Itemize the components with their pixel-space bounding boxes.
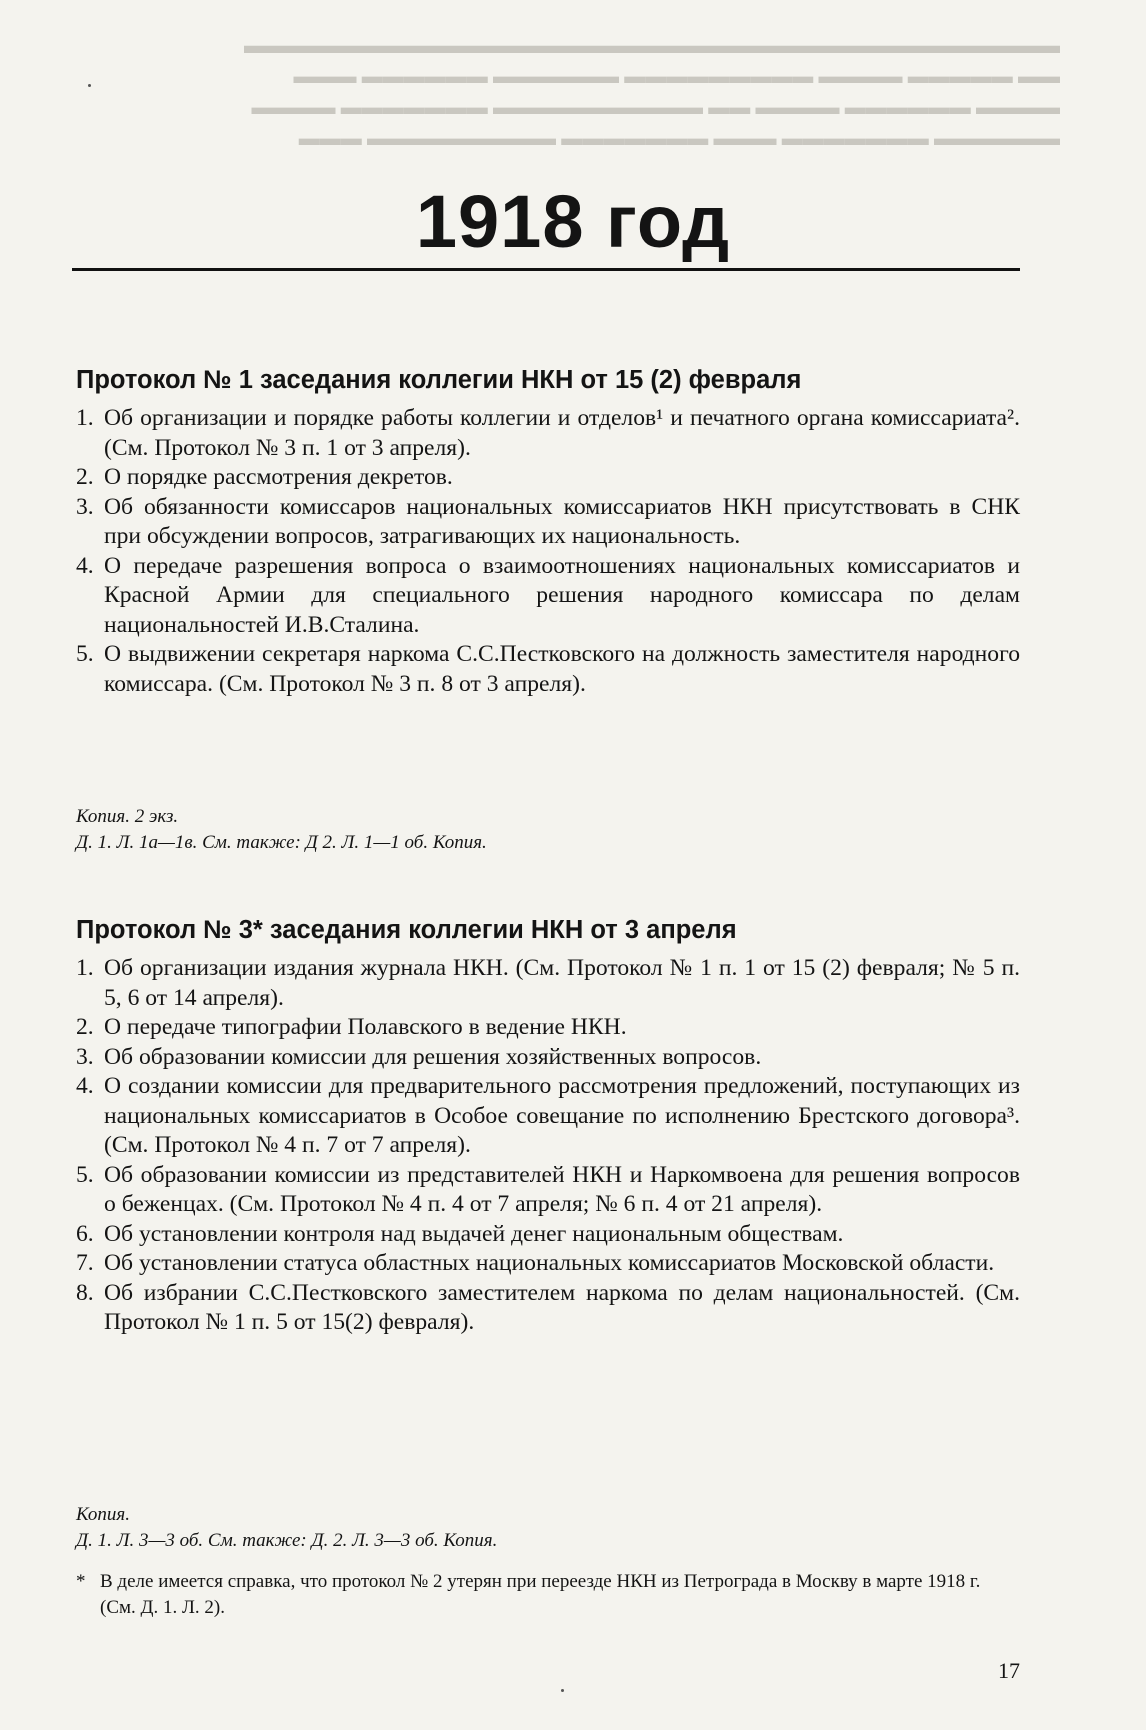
- protocol-1-archive-ref: Д. 1. Л. 1а—1в. См. также: Д 2. Л. 1—1 об. Копия.: [76, 832, 487, 853]
- protocol-3-agenda: [76, 954, 1020, 1338]
- agenda-item: 2. О передаче типографии Полавского в ведение НКН.: [76, 1014, 627, 1040]
- agenda-item: 7. Об установлении статуса областных национальных комиссариатов Московской области.: [76, 1250, 995, 1276]
- footnote: [76, 1569, 1020, 1621]
- agenda-item: 5. Об образовании комиссии из представителей НКН и Наркомвоена для решения вопросов о беженцах. (См. Протокол № 4 п. 4 от 7 апреля; № 6 п. 4 от 21 апреля).: [76, 1161, 1020, 1217]
- agenda-item: 8. Об избрании С.С.Пестковского заместителем наркома по делам национальностей. (См. Протокол № 1 п. 5 от 15(2) февраля).: [76, 1279, 1020, 1335]
- protocol-1-copies-note: Копия. 2 экз.: [76, 806, 179, 827]
- agenda-item: 6. Об установлении контроля над выдачей денег национальным обществам.: [76, 1220, 844, 1247]
- protocol-1-agenda: [76, 404, 1020, 699]
- protocol-3-archive-ref: Д. 1. Л. 3—3 об. См. также: Д. 2. Л. 3—3 об. Копия.: [76, 1530, 498, 1551]
- agenda-item: 3. Об образовании комиссии для решения хозяйственных вопросов.: [76, 1043, 762, 1070]
- footnote-text: В деле имеется справка, что протокол № 2 утерян при переезде НКН из Петрограда в Москву в марте 1918 г. (См. Д. 1. Л. 2).: [100, 1571, 981, 1618]
- agenda-item: 1. Об организации и порядке работы коллегии и отделов¹ и печатного органа комиссариата². (См. Протокол № 3 п. 1 от 3 апреля).: [76, 405, 1020, 461]
- agenda-item: 2. О порядке рассмотрения декретов.: [76, 464, 453, 490]
- agenda-item: 4. О передаче разрешения вопроса о взаимоотношениях национальных комиссариатов и Красной Армии для специального решения народного комиссара по делам национальностей И.В.Сталина.: [76, 552, 1020, 638]
- protocol-3-copies-note: Копия.: [76, 1504, 130, 1525]
- title-divider: [72, 268, 1020, 271]
- bleed-through-texture: ▬▬▬▬▬▬▬▬▬▬▬▬▬▬▬▬▬▬▬▬▬▬▬▬▬▬▬▬▬▬▬▬▬▬ ▬▬ ▬▬▬▬▬ ▬▬▬▬ ▬▬▬▬▬▬▬▬▬ ▬▬▬▬▬▬ ▬▬▬▬▬▬ ▬▬▬ ▬▬▬▬ ▬▬▬▬▬▬ ▬▬▬▬ ▬▬ ▬▬▬▬▬▬▬▬▬▬ ▬▬▬▬▬▬▬ ▬▬▬▬ ▬▬▬▬▬▬ ▬▬▬▬▬▬▬ ▬▬▬ ▬▬▬▬▬▬▬ ▬▬▬▬▬▬▬▬▬ ▬▬▬: [244, 32, 1060, 150]
- scan-speck: [561, 1689, 564, 1692]
- protocol-1-heading: Протокол № 1 заседания коллегии НКН от 15 (2) февраля: [76, 366, 802, 394]
- agenda-item: 4. О создании комиссии для предварительного рассмотрения предложений, поступающих из национальных комиссариатов в Особое совещание по исполнению Брестского договора³. (См. Протокол № 4 п. 7 от 7 апреля).: [76, 1073, 1020, 1158]
- footnote-mark: *: [76, 1571, 86, 1592]
- year-title: 1918 год: [415, 180, 731, 263]
- agenda-item: 5. О выдвижении секретаря наркома С.С.Пестковского на должность заместителя народного комиссара. (См. Протокол № 3 п. 8 от 3 апреля).: [76, 641, 1020, 697]
- protocol-3-heading: Протокол № 3* заседания коллегии НКН от 3 апреля: [76, 916, 737, 944]
- page-number: 17: [998, 1658, 1020, 1683]
- agenda-item: 3. Об обязанности комиссаров национальных комиссариатов НКН присутствовать в СНК при обсуждении вопросов, затрагивающих их национальность.: [76, 493, 1020, 549]
- agenda-item: 1. Об организации издания журнала НКН. (См. Протокол № 1 п. 1 от 15 (2) февраля; № 5 п. 5, 6 от 14 апреля).: [76, 955, 1020, 1011]
- scan-speck: [88, 84, 91, 87]
